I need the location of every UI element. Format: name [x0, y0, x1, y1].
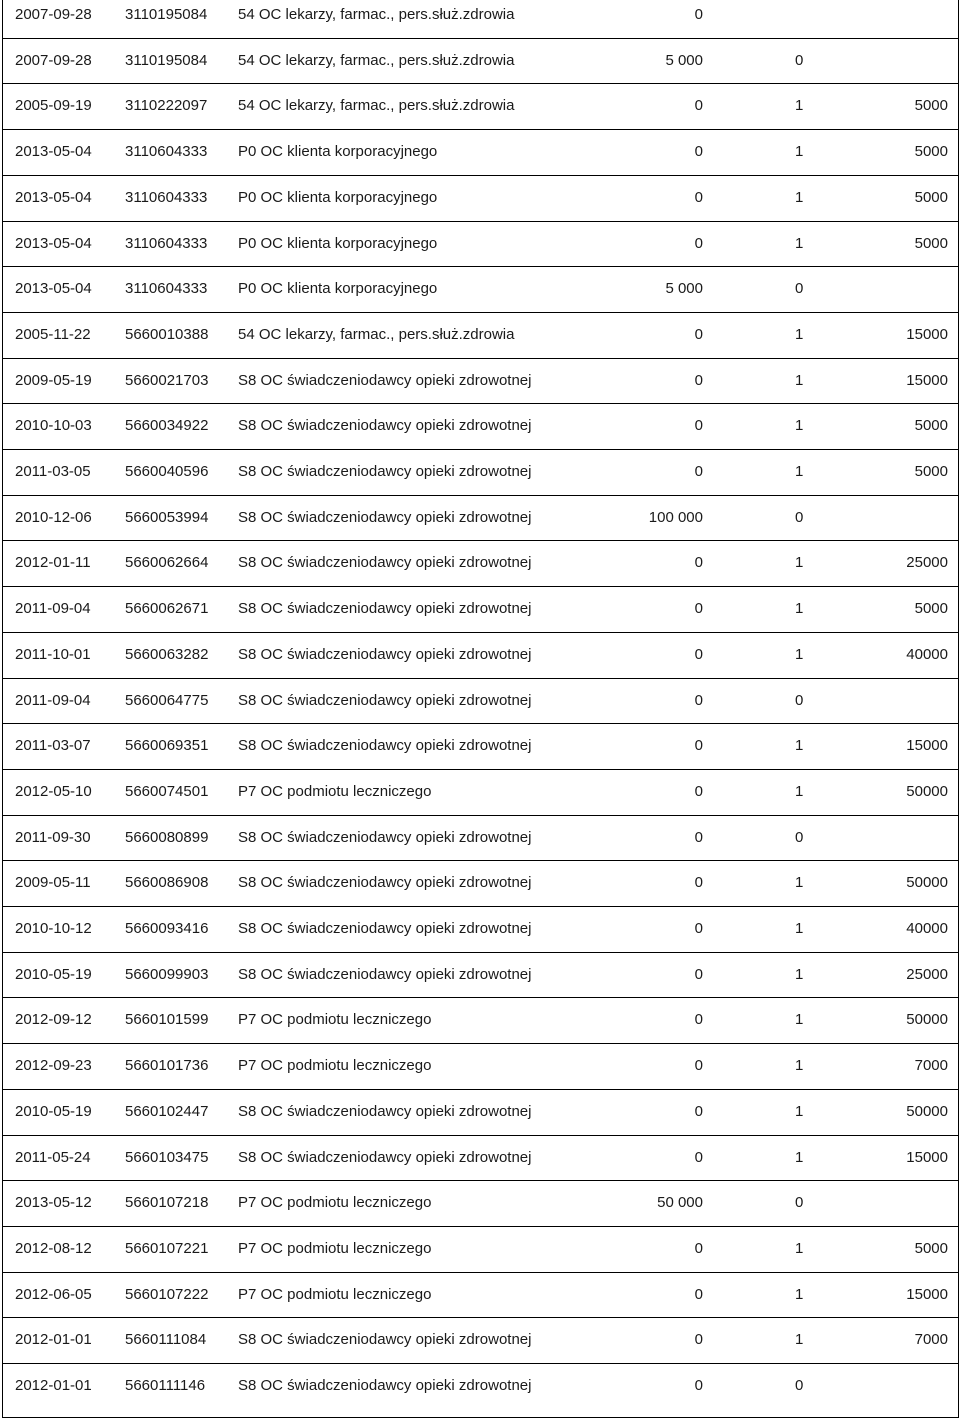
policy-table: [2, 0, 959, 1418]
cell-amount: 5 000: [665, 280, 703, 298]
cell-description: 54 OC lekarzy, farmac., pers.służ.zdrowia: [238, 6, 515, 23]
cell-flag: 0: [795, 51, 804, 69]
cell-policy-number: 5660080899: [125, 828, 209, 846]
cell-amount: 0: [694, 97, 703, 115]
cell-policy-number: 3110222097: [125, 97, 208, 115]
cell-flag: 1: [795, 143, 804, 161]
cell-date: 2010-12-06: [15, 508, 92, 526]
cell-limit: 25000: [906, 965, 948, 983]
table-row: [3, 312, 958, 358]
cell-flag: 0: [795, 1194, 804, 1212]
cell-date: 2011-09-04: [15, 691, 91, 709]
cell-amount: 0: [694, 920, 703, 937]
cell-amount: 5 000: [665, 51, 703, 69]
cell-policy-number: 3110604333: [125, 280, 208, 298]
cell-policy-number: 3110604333: [125, 143, 208, 161]
cell-amount: 0: [694, 1102, 703, 1120]
cell-flag: 1: [795, 737, 804, 755]
cell-limit: 15000: [906, 325, 948, 343]
table-row: [3, 1317, 958, 1363]
cell-description: P7 OC podmiotu leczniczego: [238, 1285, 432, 1303]
cell-amount: 0: [694, 965, 703, 983]
cell-policy-number: 3110604333: [125, 234, 208, 252]
cell-date: 2011-05-24: [15, 1148, 91, 1166]
cell-amount: 0: [694, 1011, 703, 1029]
cell-description: S8 OC świadczeniodawcy opieki zdrowotnej: [238, 691, 532, 709]
cell-amount: 0: [694, 325, 703, 343]
cell-description: S8 OC świadczeniodawcy opieki zdrowotnej: [238, 417, 532, 435]
cell-flag: 1: [795, 234, 804, 252]
table-row: [3, 495, 958, 541]
cell-flag: 0: [795, 691, 804, 709]
cell-flag: 1: [795, 417, 804, 435]
cell-description: S8 OC świadczeniodawcy opieki zdrowotnej: [238, 1102, 532, 1120]
table-row: [3, 678, 958, 724]
table-row: [3, 0, 958, 38]
cell-limit: 5000: [914, 1239, 948, 1257]
cell-description: P0 OC klienta korporacyjnego: [238, 280, 438, 298]
cell-limit: 7000: [914, 1057, 948, 1075]
cell-policy-number: 5660040596: [125, 463, 209, 480]
cell-description: S8 OC świadczeniodawcy opieki zdrowotnej: [238, 645, 532, 663]
cell-amount: 0: [694, 1057, 703, 1075]
table-row: [3, 1272, 958, 1318]
table-row: [3, 175, 958, 221]
cell-date: 2012-01-01: [15, 1377, 92, 1394]
cell-limit: 15000: [906, 737, 948, 755]
cell-date: 2011-03-05: [15, 463, 91, 480]
cell-date: 2009-05-19: [15, 371, 92, 389]
cell-flag: 1: [795, 920, 804, 937]
cell-policy-number: 5660021703: [125, 371, 209, 389]
table-row: [3, 906, 958, 952]
cell-amount: 0: [694, 874, 703, 892]
cell-date: 2013-05-12: [15, 1194, 92, 1212]
table-row: [3, 952, 958, 998]
cell-policy-number: 5660103475: [125, 1148, 209, 1166]
table-row: [3, 221, 958, 267]
cell-limit: 15000: [906, 1285, 948, 1303]
cell-date: 2013-05-04: [15, 188, 92, 206]
cell-amount: 0: [694, 1331, 703, 1349]
cell-flag: 1: [795, 1239, 804, 1257]
cell-limit: 5000: [914, 463, 948, 480]
cell-policy-number: 5660107222: [125, 1285, 209, 1303]
cell-description: 54 OC lekarzy, farmac., pers.służ.zdrowia: [238, 325, 515, 343]
cell-amount: 0: [694, 691, 703, 709]
cell-amount: 0: [694, 1285, 703, 1303]
cell-date: 2011-10-01: [15, 645, 91, 663]
cell-date: 2010-10-12: [15, 920, 92, 937]
cell-description: 54 OC lekarzy, farmac., pers.służ.zdrowia: [238, 97, 515, 115]
cell-policy-number: 5660102447: [125, 1102, 209, 1120]
cell-policy-number: 5660107221: [125, 1239, 209, 1257]
cell-flag: 1: [795, 463, 804, 480]
cell-flag: 1: [795, 371, 804, 389]
cell-date: 2011-03-07: [15, 737, 91, 755]
cell-date: 2012-05-10: [15, 782, 92, 800]
cell-date: 2005-11-22: [15, 325, 91, 343]
cell-flag: 1: [795, 1331, 804, 1349]
table-row: [3, 266, 958, 312]
table-row: [3, 38, 958, 84]
table-row: [3, 632, 958, 678]
cell-flag: 1: [795, 782, 804, 800]
cell-limit: 5000: [914, 97, 948, 115]
cell-date: 2012-09-12: [15, 1011, 92, 1029]
table-row: [3, 586, 958, 632]
cell-limit: 5000: [914, 188, 948, 206]
cell-limit: 50000: [906, 782, 948, 800]
cell-policy-number: 5660074501: [125, 782, 209, 800]
cell-policy-number: 3110604333: [125, 188, 208, 206]
cell-limit: 5000: [914, 417, 948, 435]
cell-policy-number: 5660064775: [125, 691, 209, 709]
cell-description: S8 OC świadczeniodawcy opieki zdrowotnej: [238, 554, 532, 572]
cell-amount: 0: [694, 371, 703, 389]
cell-amount: 0: [694, 645, 703, 663]
cell-policy-number: 5660099903: [125, 965, 209, 983]
cell-description: S8 OC świadczeniodawcy opieki zdrowotnej: [238, 508, 532, 526]
table-row: [3, 860, 958, 906]
cell-amount: 0: [694, 6, 703, 23]
cell-policy-number: 3110195084: [125, 6, 208, 23]
cell-amount: 100 000: [648, 508, 703, 526]
cell-description: P7 OC podmiotu leczniczego: [238, 1011, 432, 1029]
cell-description: S8 OC świadczeniodawcy opieki zdrowotnej: [238, 600, 532, 618]
table-row: [3, 1089, 958, 1135]
table-row: [3, 1363, 958, 1409]
cell-amount: 0: [694, 828, 703, 846]
cell-amount: 0: [694, 737, 703, 755]
cell-flag: 0: [795, 828, 804, 846]
table-row: [3, 1226, 958, 1272]
cell-amount: 0: [694, 188, 703, 206]
cell-description: P7 OC podmiotu leczniczego: [238, 1194, 432, 1212]
cell-date: 2012-06-05: [15, 1285, 92, 1303]
cell-flag: 0: [795, 1377, 804, 1394]
cell-date: 2013-05-04: [15, 143, 92, 161]
cell-amount: 50 000: [657, 1194, 703, 1212]
cell-limit: 5000: [914, 600, 948, 618]
table-row: [3, 83, 958, 129]
cell-amount: 0: [694, 1377, 703, 1394]
cell-date: 2009-05-11: [15, 874, 91, 892]
cell-flag: 1: [795, 188, 804, 206]
cell-limit: 15000: [906, 371, 948, 389]
cell-limit: 25000: [906, 554, 948, 572]
cell-description: P0 OC klienta korporacyjnego: [238, 188, 438, 206]
cell-description: S8 OC świadczeniodawcy opieki zdrowotnej: [238, 737, 532, 755]
cell-date: 2012-01-11: [15, 554, 91, 572]
cell-description: P0 OC klienta korporacyjnego: [238, 143, 438, 161]
cell-limit: 15000: [906, 1148, 948, 1166]
cell-policy-number: 5660101599: [125, 1011, 209, 1029]
cell-amount: 0: [694, 554, 703, 572]
cell-flag: 1: [795, 1285, 804, 1303]
cell-flag: 1: [795, 645, 804, 663]
cell-date: 2007-09-28: [15, 6, 92, 23]
table-row: [3, 1135, 958, 1181]
table-row: [3, 769, 958, 815]
cell-policy-number: 5660034922: [125, 417, 209, 435]
cell-policy-number: 5660063282: [125, 645, 209, 663]
cell-limit: 40000: [906, 645, 948, 663]
table-row: [3, 449, 958, 495]
cell-description: S8 OC świadczeniodawcy opieki zdrowotnej: [238, 874, 532, 892]
cell-limit: 5000: [914, 143, 948, 161]
cell-policy-number: 3110195084: [125, 51, 208, 69]
table-row: [3, 403, 958, 449]
table-row: [3, 1180, 958, 1226]
cell-date: 2005-09-19: [15, 97, 92, 115]
cell-date: 2010-05-19: [15, 1102, 92, 1120]
cell-description: P7 OC podmiotu leczniczego: [238, 1239, 432, 1257]
table-row: [3, 997, 958, 1043]
cell-description: S8 OC świadczeniodawcy opieki zdrowotnej: [238, 371, 532, 389]
cell-description: P7 OC podmiotu leczniczego: [238, 1057, 432, 1075]
cell-description: P0 OC klienta korporacyjnego: [238, 234, 438, 252]
cell-flag: 1: [795, 874, 804, 892]
cell-date: 2013-05-04: [15, 234, 92, 252]
cell-amount: 0: [694, 234, 703, 252]
cell-policy-number: 5660062671: [125, 600, 209, 618]
cell-amount: 0: [694, 782, 703, 800]
cell-limit: 5000: [914, 234, 948, 252]
cell-amount: 0: [694, 1239, 703, 1257]
cell-limit: 50000: [906, 874, 948, 892]
cell-date: 2012-08-12: [15, 1239, 92, 1257]
cell-flag: 1: [795, 965, 804, 983]
cell-amount: 0: [694, 463, 703, 480]
cell-limit: 7000: [914, 1331, 948, 1349]
cell-description: S8 OC świadczeniodawcy opieki zdrowotnej: [238, 1377, 532, 1394]
cell-flag: 1: [795, 600, 804, 618]
table-row: [3, 1043, 958, 1089]
cell-date: 2012-09-23: [15, 1057, 92, 1075]
cell-description: S8 OC świadczeniodawcy opieki zdrowotnej: [238, 965, 532, 983]
cell-policy-number: 5660086908: [125, 874, 209, 892]
table-row: [3, 540, 958, 586]
cell-description: S8 OC świadczeniodawcy opieki zdrowotnej: [238, 1331, 532, 1349]
cell-policy-number: 5660101736: [125, 1057, 209, 1075]
cell-limit: 50000: [906, 1102, 948, 1120]
cell-description: 54 OC lekarzy, farmac., pers.służ.zdrowia: [238, 51, 515, 69]
cell-flag: 1: [795, 1148, 804, 1166]
cell-amount: 0: [694, 417, 703, 435]
cell-limit: 40000: [906, 920, 948, 937]
cell-flag: 0: [795, 508, 804, 526]
cell-amount: 0: [694, 1148, 703, 1166]
cell-amount: 0: [694, 600, 703, 618]
cell-date: 2011-09-30: [15, 828, 91, 846]
cell-policy-number: 5660111146: [125, 1377, 206, 1394]
cell-flag: 1: [795, 1057, 804, 1075]
cell-date: 2013-05-04: [15, 280, 92, 298]
cell-flag: 1: [795, 97, 804, 115]
table-row: [3, 723, 958, 769]
table-row: [3, 129, 958, 175]
cell-date: 2010-10-03: [15, 417, 92, 435]
cell-date: 2010-05-19: [15, 965, 92, 983]
cell-flag: 0: [795, 280, 804, 298]
cell-policy-number: 5660111084: [125, 1331, 207, 1349]
cell-limit: 50000: [906, 1011, 948, 1029]
cell-policy-number: 5660069351: [125, 737, 209, 755]
cell-description: P7 OC podmiotu leczniczego: [238, 782, 432, 800]
table-row: [3, 815, 958, 861]
cell-policy-number: 5660093416: [125, 920, 209, 937]
cell-policy-number: 5660062664: [125, 554, 209, 572]
cell-amount: 0: [694, 143, 703, 161]
cell-description: S8 OC świadczeniodawcy opieki zdrowotnej: [238, 920, 532, 937]
cell-date: 2007-09-28: [15, 51, 92, 69]
cell-flag: 1: [795, 325, 804, 343]
cell-policy-number: 5660107218: [125, 1194, 209, 1212]
cell-description: S8 OC świadczeniodawcy opieki zdrowotnej: [238, 463, 532, 480]
cell-policy-number: 5660010388: [125, 325, 209, 343]
cell-description: S8 OC świadczeniodawcy opieki zdrowotnej: [238, 1148, 532, 1166]
cell-flag: 1: [795, 554, 804, 572]
cell-date: 2012-01-01: [15, 1331, 92, 1349]
cell-description: S8 OC świadczeniodawcy opieki zdrowotnej: [238, 828, 532, 846]
cell-policy-number: 5660053994: [125, 508, 209, 526]
cell-flag: 1: [795, 1011, 804, 1029]
cell-date: 2011-09-04: [15, 600, 91, 618]
table-row: [3, 358, 958, 404]
cell-flag: 1: [795, 1102, 804, 1120]
